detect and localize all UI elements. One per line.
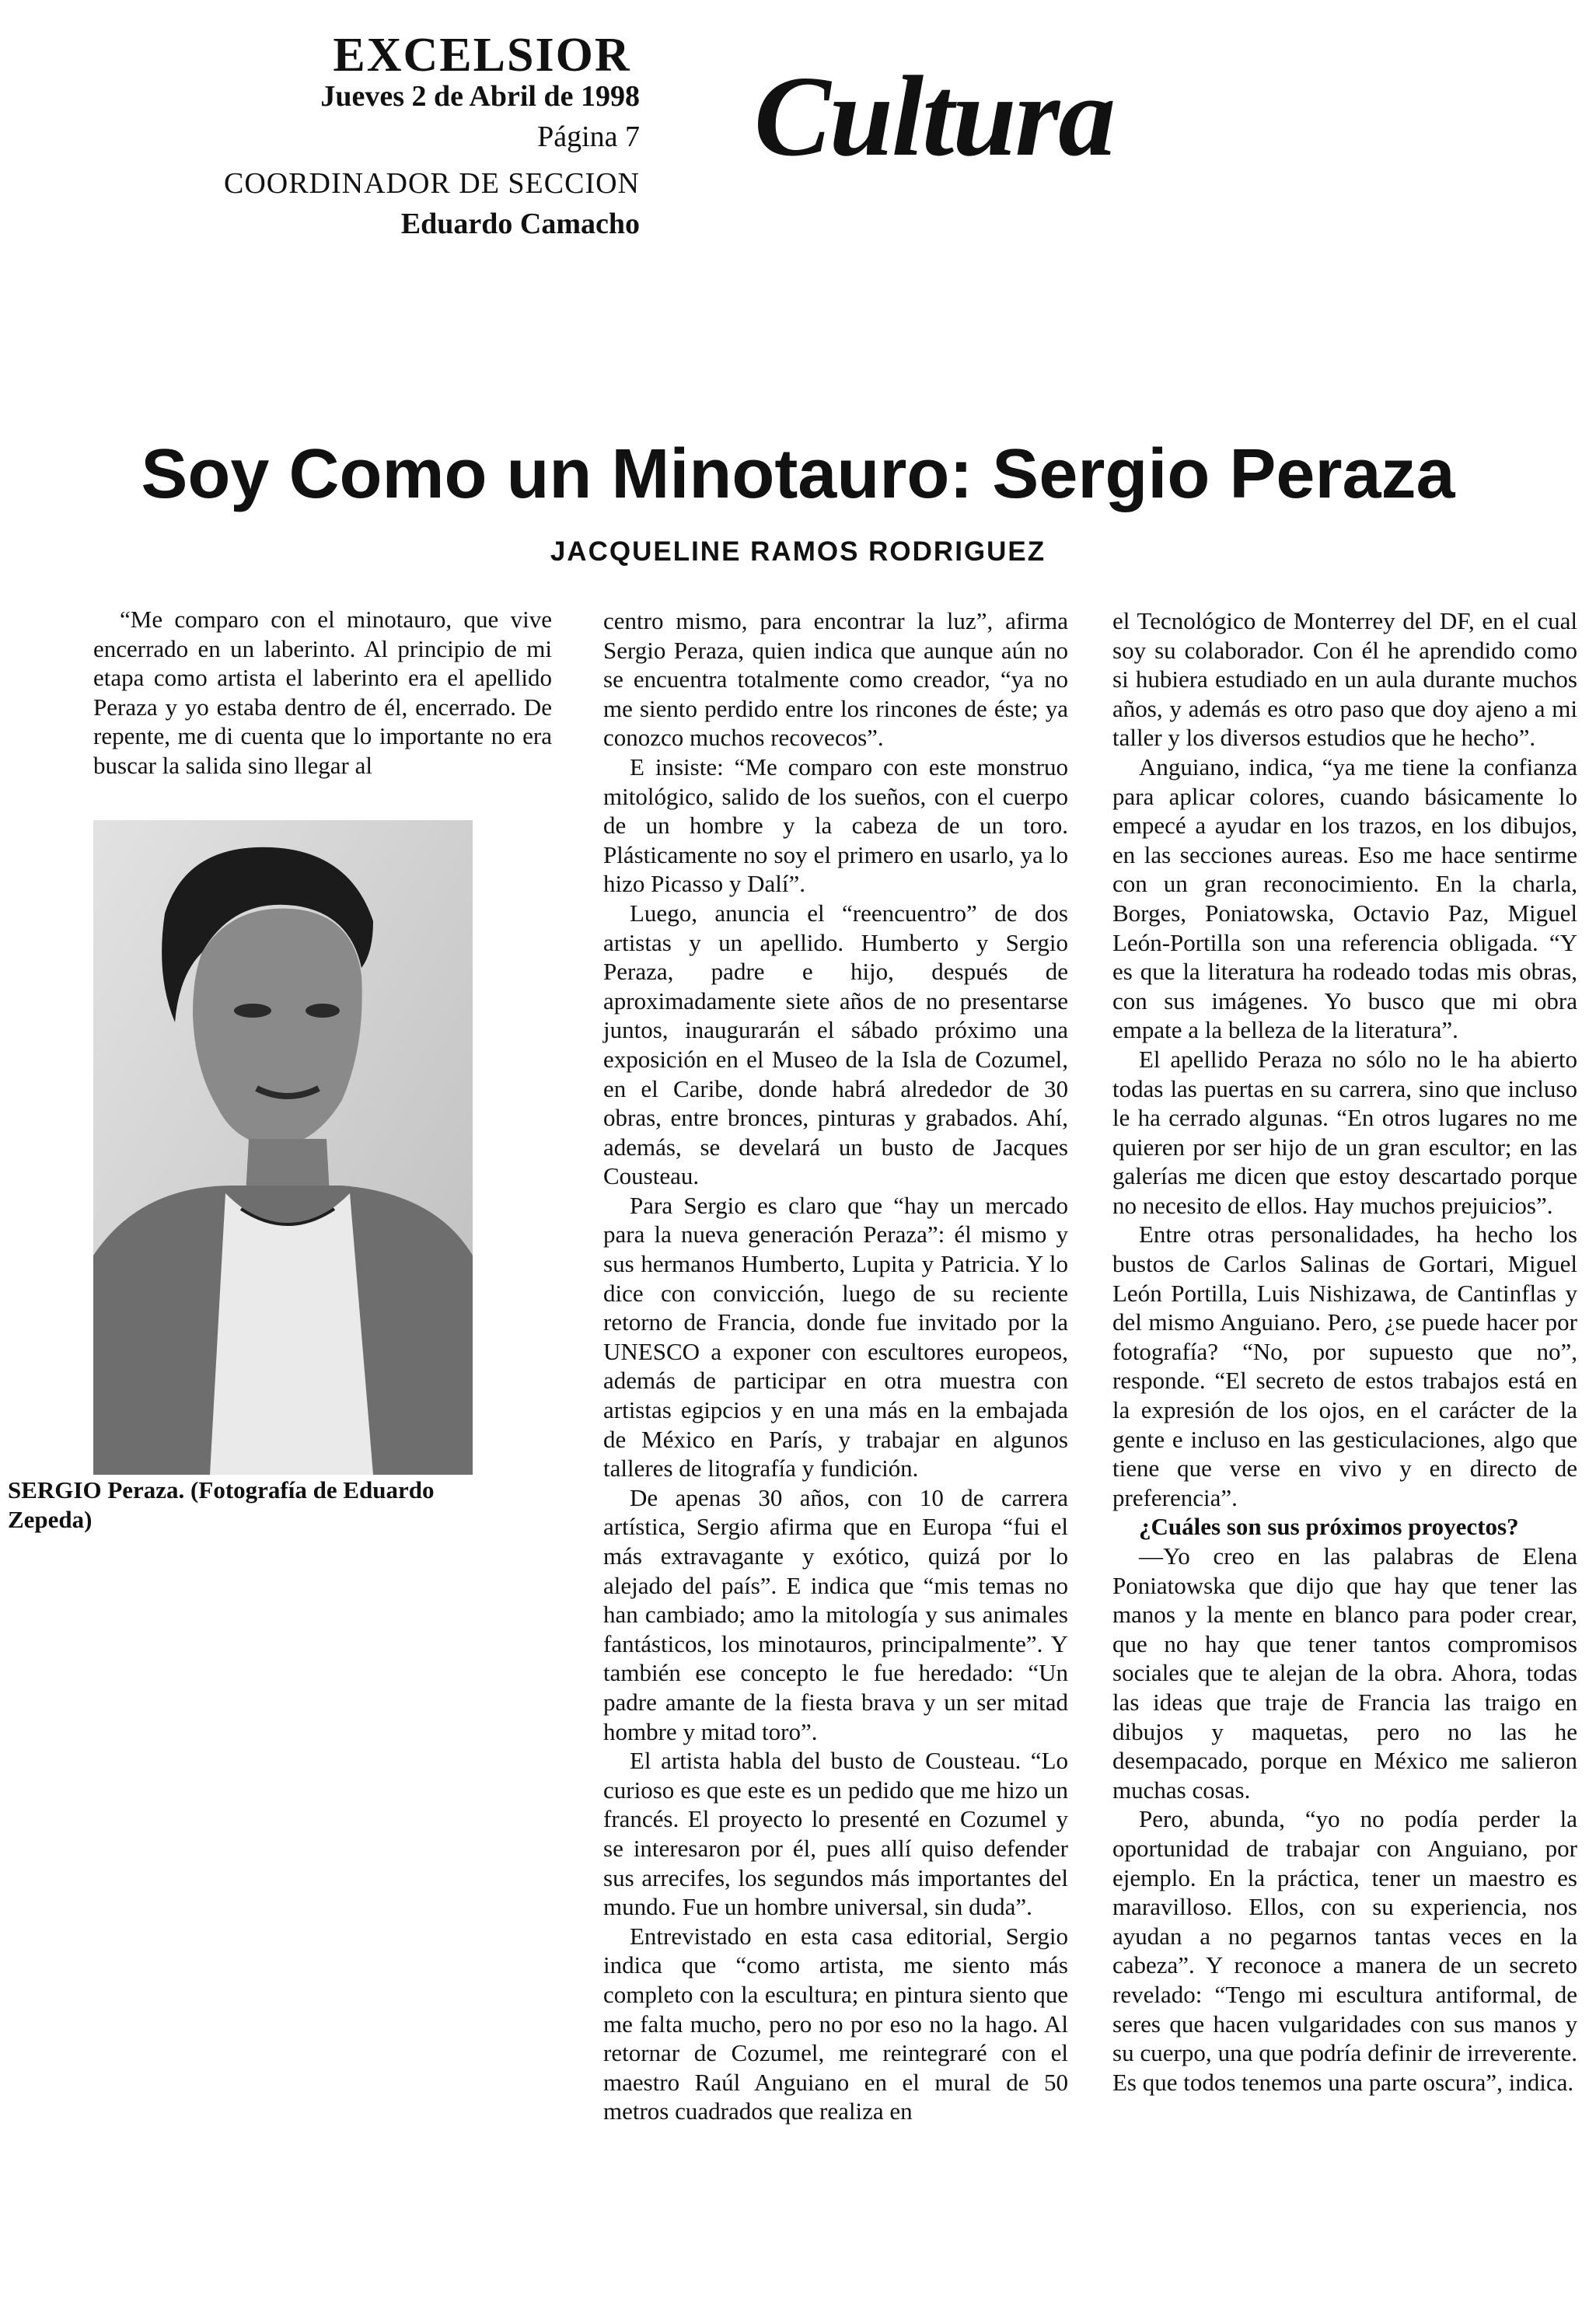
- paragraph: centro mismo, para encontrar la luz”, afirma Sergio Peraza, quien indica que aunque aún no se encuentra totalmente como creador, “ya no me siento perdido entre los rincones de éste; ya conozco muchos recovecos”.: [603, 607, 1068, 752]
- coordinator-name: Eduardo Camacho: [400, 208, 640, 240]
- photo-caption: SERGIO Peraza. (Fotografía de Eduardo Zepeda): [8, 1476, 435, 1533]
- coordinator-role: COORDINADOR DE SECCION: [223, 167, 640, 200]
- paragraph: El apellido Peraza no sólo no le ha abierto todas las puertas en su carrera, sino que incluso le ha cerrado algunas. “En otros lugares no me quieren por ser hijo de un gran escultor; en las galerías me dicen que estoy descartado porque no necesito de ellos. Hay muchos prejuicios”.: [1112, 1045, 1577, 1219]
- article-column-2: [603, 606, 1068, 2126]
- paragraph: E insiste: “Me comparo con este monstruo mitológico, salido de los sueños, con el cuerpo de un hombre y la cabeza de un toro. Plásticamente no soy el primero en usarlo, ya lo hizo Picasso y Dalí”.: [603, 753, 1068, 898]
- paragraph: Anguiano, indica, “ya me tiene la confianza para aplicar colores, cuando básicamente lo empecé a ayudar en los trazos, en los dibujos, en las secciones aureas. Eso me hace sentirme con un gran reconocimiento. En la charla, Borges, Poniatowska, Octavio Paz, Miguel León-Portilla son una referencia obligada. “Y es que la literatura ha rodeado todas mis obras, con sus imágenes. Yo busco que mi obra empate a la belleza de la literatura”.: [1112, 753, 1577, 1044]
- portrait-photo: [93, 820, 473, 1475]
- newspaper-logo: EXCELSIOR: [333, 29, 631, 82]
- page-number: Página 7: [537, 120, 640, 153]
- article-column-3: [1112, 606, 1577, 2097]
- section-title: Cultura: [754, 53, 1115, 180]
- article-headline: Soy Como un Minotauro: Sergio Peraza: [141, 435, 1455, 513]
- paragraph: el Tecnológico de Monterrey del DF, en el cual soy su colaborador. Con él he aprendido como si hubiera estudiado en un aula durante muchos años, y además es otro paso que doy ajeno a mi taller y los diversos estudios que he hecho”.: [1112, 607, 1577, 752]
- paragraph: Entre otras personalidades, ha hecho los bustos de Carlos Salinas de Gortari, Miguel León Portilla, Luis Nishizawa, de Cantinflas y del mismo Anguiano. Pero, ¿se puede hacer por fotografía? “No, por supuesto que no”, responde. “El secreto de estos trabajos está en la expresión de los ojos, en el carácter de la gente e incluso en las gesticulaciones, algo que tiene que verse en vivo y en directo de preferencia”.: [1112, 1221, 1577, 1511]
- portrait-illustration: [93, 820, 473, 1475]
- paragraph: —Yo creo en las palabras de Elena Poniatowska que dijo que hay que tener las manos y la mente en blanco para poder crear, que no hay que tener tantos compromisos sociales que te alejan de la obra. Ahora, todas las ideas que traje de Francia las traigo en dibujos y maquetas, pero no las he desempacado, porque en México me salieron muchas cosas.: [1112, 1542, 1577, 1804]
- paragraph: Para Sergio es claro que “hay un mercado para la nueva generación Peraza”: él mismo y sus hermanos Humberto, Lupita y Patricia. Y lo dice con convicción, luego de su reciente retorno de Francia, donde fue invitado por la UNESCO a exponer con escultores europeos, además de participar en otra muestra con artistas egipcios y en una más en la embajada de México en París, y trabajar en algunos talleres de litografía y fundición.: [603, 1191, 1068, 1483]
- paragraph: Entrevistado en esta casa editorial, Sergio indica que “como artista, me siento más completo con la escultura; en pintura siento que me falta mucho, pero no por eso no la hago. Al retornar de Cozumel, me reintegraré con el maestro Raúl Anguiano en el mural de 50 metros cuadrados que realiza en: [603, 1922, 1068, 2125]
- article-byline: JACQUELINE RAMOS RODRIGUEZ: [550, 536, 1046, 567]
- paragraph: “Me comparo con el minotauro, que vive encerrado en un laberinto. Al principio de mi etapa como artista el laberinto era el apellido Peraza y yo estaba dentro de él, encerrado. De repente, me di cuenta que lo importante no era buscar la salida sino llegar al: [93, 606, 552, 779]
- subheading-question: ¿Cuáles son sus próximos proyectos?: [1139, 1513, 1519, 1541]
- paragraph: Luego, anuncia el “reencuentro” de dos artistas y un apellido. Humberto y Sergio Peraza, padre e hijo, después de aproximadamente siete años de no presentarse juntos, inaugurarán el sábado próximo una exposición en el Museo de la Isla de Cozumel, en el Caribe, donde habrá alrededor de 30 obras, entre bronces, pinturas y grabados. Ahí, además, se develará un busto de Jacques Cousteau.: [603, 899, 1068, 1190]
- paragraph: El artista habla del busto de Cousteau. “Lo curioso es que este es un pedido que me hizo un francés. El proyecto lo presenté en Cozumel y se interesaron por él, pues allí quiso defender sus arrecifes, los segundos más importantes del mundo. Fue un hombre universal, sin duda”.: [603, 1747, 1068, 1921]
- paragraph: De apenas 30 años, con 10 de carrera artística, Sergio afirma que en Europa “fui el más extravagante y exótico, quizá por lo alejado del país”. E indica que “mis temas no han cambiado; amo la mitología y sus animales fantásticos, los minotauros, principalmente”. Y también ese concepto le fue heredado: “Un padre amante de la fiesta brava y un ser mitad hombre y mitad toro”.: [603, 1483, 1068, 1745]
- issue-date: Jueves 2 de Abril de 1998: [320, 80, 640, 113]
- paragraph: Pero, abunda, “yo no podía perder la oportunidad de trabajar con Anguiano, por ejemplo. En la práctica, tener un maestro es maravilloso. Ellos, con su experiencia, nos ayudan a no pegarnos tantas veces en la cabeza”. Y reconoce a manera de un secreto revelado: “Tengo mi escultura antiformal, de seres que hacen vulgaridades con sus manos y su cuerpo, una que podría definir de irreverente. Es que todos tenemos una parte oscura”, indica.: [1112, 1805, 1577, 2096]
- article-column-1: [93, 605, 552, 781]
